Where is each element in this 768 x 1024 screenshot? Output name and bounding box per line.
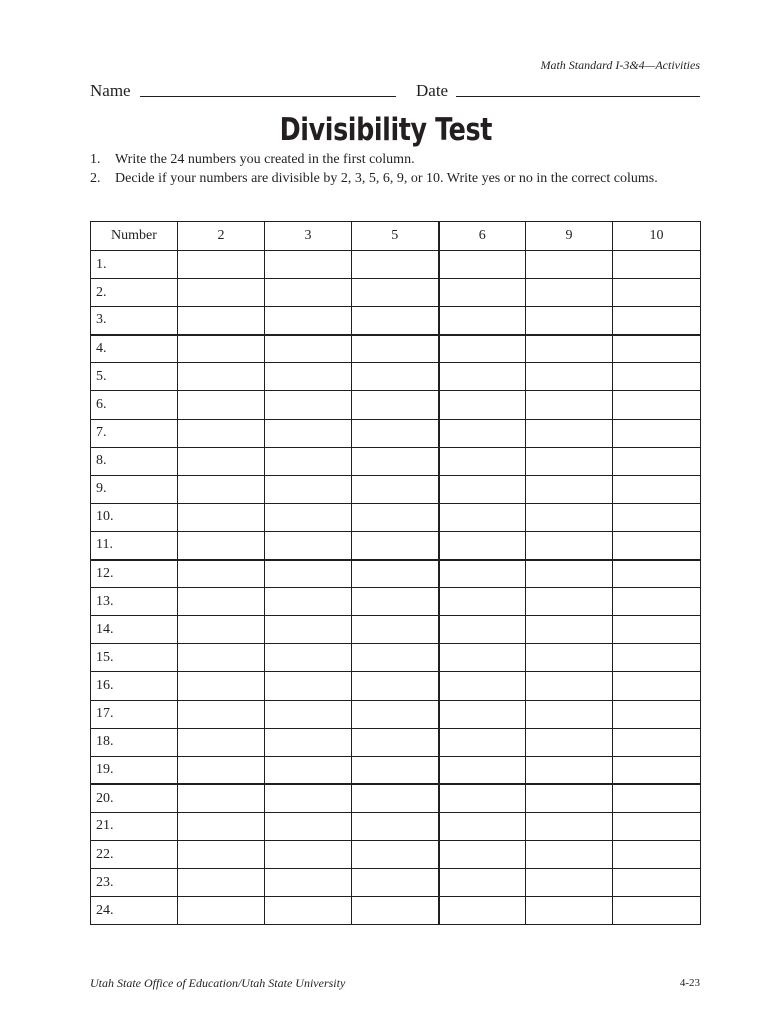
answer-cell-10[interactable]	[613, 644, 701, 672]
row-number-cell: 24.	[91, 897, 178, 925]
answer-cell-3[interactable]	[265, 700, 352, 728]
answer-cell-10[interactable]	[613, 672, 701, 700]
answer-cell-5[interactable]	[352, 616, 439, 644]
table-row	[91, 560, 701, 588]
table-row	[91, 869, 701, 897]
table-row	[91, 812, 701, 840]
answer-cell-3[interactable]	[265, 475, 352, 503]
answer-cell-6[interactable]	[439, 588, 526, 616]
column-header-3: 3	[265, 222, 352, 251]
answer-cell-3[interactable]	[265, 447, 352, 475]
answer-cell-6[interactable]	[439, 419, 526, 447]
answer-cell-3[interactable]	[265, 616, 352, 644]
row-number-cell: 12.	[91, 560, 178, 588]
row-number-cell: 11.	[91, 531, 178, 559]
table-row	[91, 419, 701, 447]
answer-cell-5[interactable]	[352, 335, 439, 363]
answer-cell-2[interactable]	[178, 447, 265, 475]
answer-cell-10[interactable]	[613, 391, 701, 419]
answer-cell-9[interactable]	[526, 897, 613, 925]
answer-cell-5[interactable]	[352, 869, 439, 897]
row-number-cell: 23.	[91, 869, 178, 897]
row-number-cell: 18.	[91, 728, 178, 756]
page-title: Divisibility Test	[279, 112, 492, 148]
answer-cell-10[interactable]	[613, 447, 701, 475]
answer-cell-5[interactable]	[352, 812, 439, 840]
answer-cell-2[interactable]	[178, 840, 265, 868]
answer-cell-2[interactable]	[178, 812, 265, 840]
answer-cell-5[interactable]	[352, 840, 439, 868]
answer-cell-2[interactable]	[178, 307, 265, 335]
name-label: Name	[90, 81, 131, 100]
answer-cell-2[interactable]	[178, 391, 265, 419]
answer-cell-9[interactable]	[526, 869, 613, 897]
table-row	[91, 503, 701, 531]
answer-cell-9[interactable]	[526, 756, 613, 784]
answer-cell-3[interactable]	[265, 251, 352, 279]
table-header-row	[91, 222, 701, 251]
answer-cell-10[interactable]	[613, 756, 701, 784]
answer-cell-9[interactable]	[526, 363, 613, 391]
table-row	[91, 897, 701, 925]
row-number-cell: 21.	[91, 812, 178, 840]
row-number-cell: 14.	[91, 616, 178, 644]
date-label: Date	[416, 81, 449, 100]
answer-cell-3[interactable]	[265, 279, 352, 307]
answer-cell-9[interactable]	[526, 307, 613, 335]
table-row	[91, 700, 701, 728]
answer-cell-5[interactable]	[352, 363, 439, 391]
answer-cell-9[interactable]	[526, 419, 613, 447]
row-number-cell: 1.	[91, 251, 178, 279]
answer-cell-10[interactable]	[613, 503, 701, 531]
answer-cell-9[interactable]	[526, 644, 613, 672]
answer-cell-2[interactable]	[178, 363, 265, 391]
answer-cell-2[interactable]	[178, 869, 265, 897]
answer-cell-3[interactable]	[265, 363, 352, 391]
answer-cell-5[interactable]	[352, 251, 439, 279]
answer-cell-6[interactable]	[439, 784, 526, 812]
answer-cell-5[interactable]	[352, 560, 439, 588]
row-number-cell: 2.	[91, 279, 178, 307]
table-row	[91, 335, 701, 363]
row-number-cell: 5.	[91, 363, 178, 391]
answer-cell-10[interactable]	[613, 840, 701, 868]
answer-cell-2[interactable]	[178, 503, 265, 531]
answer-cell-3[interactable]	[265, 307, 352, 335]
instructions	[90, 151, 700, 188]
row-number-cell: 7.	[91, 419, 178, 447]
table-row	[91, 447, 701, 475]
table-row	[91, 840, 701, 868]
answer-cell-3[interactable]	[265, 812, 352, 840]
column-header-number: Number	[91, 222, 178, 251]
answer-cell-2[interactable]	[178, 756, 265, 784]
answer-cell-9[interactable]	[526, 616, 613, 644]
row-number-cell: 16.	[91, 672, 178, 700]
row-number-cell: 10.	[91, 503, 178, 531]
answer-cell-3[interactable]	[265, 756, 352, 784]
instruction-number: 1.	[90, 152, 101, 167]
table-row	[91, 363, 701, 391]
answer-cell-3[interactable]	[265, 897, 352, 925]
answer-cell-10[interactable]	[613, 335, 701, 363]
table-row	[91, 672, 701, 700]
answer-cell-10[interactable]	[613, 728, 701, 756]
answer-cell-6[interactable]	[439, 700, 526, 728]
row-number-cell: 13.	[91, 588, 178, 616]
answer-cell-3[interactable]	[265, 335, 352, 363]
answer-cell-3[interactable]	[265, 391, 352, 419]
answer-cell-5[interactable]	[352, 447, 439, 475]
answer-cell-9[interactable]	[526, 335, 613, 363]
answer-cell-2[interactable]	[178, 251, 265, 279]
answer-cell-10[interactable]	[613, 475, 701, 503]
date-field[interactable]	[456, 96, 700, 97]
instruction-text: Write the 24 numbers you created in the first column.	[115, 152, 415, 167]
answer-cell-5[interactable]	[352, 897, 439, 925]
answer-cell-9[interactable]	[526, 784, 613, 812]
answer-cell-9[interactable]	[526, 588, 613, 616]
table-row	[91, 251, 701, 279]
answer-cell-10[interactable]	[613, 251, 701, 279]
answer-cell-3[interactable]	[265, 840, 352, 868]
answer-cell-6[interactable]	[439, 503, 526, 531]
column-header-5: 5	[352, 222, 439, 251]
answer-cell-2[interactable]	[178, 560, 265, 588]
answer-cell-10[interactable]	[613, 897, 701, 925]
answer-cell-9[interactable]	[526, 391, 613, 419]
answer-cell-6[interactable]	[439, 897, 526, 925]
answer-cell-5[interactable]	[352, 503, 439, 531]
answer-cell-10[interactable]	[613, 869, 701, 897]
answer-cell-3[interactable]	[265, 588, 352, 616]
answer-cell-6[interactable]	[439, 307, 526, 335]
answer-cell-2[interactable]	[178, 419, 265, 447]
answer-cell-5[interactable]	[352, 728, 439, 756]
row-number-cell: 9.	[91, 475, 178, 503]
answer-cell-2[interactable]	[178, 531, 265, 559]
answer-cell-5[interactable]	[352, 588, 439, 616]
answer-cell-10[interactable]	[613, 531, 701, 559]
instruction-item	[90, 151, 700, 170]
answer-cell-9[interactable]	[526, 475, 613, 503]
table-row	[91, 728, 701, 756]
column-header-6: 6	[439, 222, 526, 251]
answer-cell-5[interactable]	[352, 279, 439, 307]
answer-cell-10[interactable]	[613, 700, 701, 728]
column-header-2: 2	[178, 222, 265, 251]
answer-cell-5[interactable]	[352, 672, 439, 700]
answer-cell-9[interactable]	[526, 279, 613, 307]
answer-cell-6[interactable]	[439, 869, 526, 897]
answer-cell-9[interactable]	[526, 560, 613, 588]
answer-cell-2[interactable]	[178, 335, 265, 363]
answer-cell-5[interactable]	[352, 307, 439, 335]
answer-cell-10[interactable]	[613, 812, 701, 840]
row-number-cell: 17.	[91, 700, 178, 728]
answer-cell-2[interactable]	[178, 475, 265, 503]
name-date-row	[90, 81, 700, 101]
table-row	[91, 616, 701, 644]
answer-cell-5[interactable]	[352, 391, 439, 419]
answer-cell-3[interactable]	[265, 560, 352, 588]
answer-cell-2[interactable]	[178, 279, 265, 307]
answer-cell-3[interactable]	[265, 784, 352, 812]
table-row	[91, 644, 701, 672]
answer-cell-2[interactable]	[178, 644, 265, 672]
answer-cell-6[interactable]	[439, 251, 526, 279]
table-row	[91, 391, 701, 419]
answer-cell-5[interactable]	[352, 644, 439, 672]
answer-cell-3[interactable]	[265, 644, 352, 672]
row-number-cell: 20.	[91, 784, 178, 812]
answer-cell-2[interactable]	[178, 700, 265, 728]
answer-cell-3[interactable]	[265, 531, 352, 559]
row-number-cell: 4.	[91, 335, 178, 363]
answer-cell-10[interactable]	[613, 588, 701, 616]
answer-cell-3[interactable]	[265, 503, 352, 531]
answer-cell-10[interactable]	[613, 616, 701, 644]
answer-cell-9[interactable]	[526, 728, 613, 756]
answer-cell-6[interactable]	[439, 756, 526, 784]
instruction-number: 2.	[90, 170, 101, 186]
answer-cell-2[interactable]	[178, 672, 265, 700]
answer-cell-9[interactable]	[526, 503, 613, 531]
table-body	[91, 251, 701, 925]
answer-cell-6[interactable]	[439, 447, 526, 475]
instruction-item	[90, 170, 700, 189]
row-number-cell: 6.	[91, 391, 178, 419]
name-field[interactable]	[140, 96, 396, 97]
page-number: 4-23	[679, 977, 700, 989]
answer-cell-6[interactable]	[439, 672, 526, 700]
answer-cell-2[interactable]	[178, 897, 265, 925]
footer-source: Utah State Office of Education/Utah State University	[90, 976, 346, 990]
answer-cell-5[interactable]	[352, 475, 439, 503]
row-number-cell: 15.	[91, 644, 178, 672]
answer-cell-2[interactable]	[178, 728, 265, 756]
answer-cell-10[interactable]	[613, 419, 701, 447]
answer-cell-6[interactable]	[439, 616, 526, 644]
answer-cell-2[interactable]	[178, 616, 265, 644]
answer-cell-9[interactable]	[526, 447, 613, 475]
table-row	[91, 588, 701, 616]
column-header-10: 10	[613, 222, 701, 251]
answer-cell-10[interactable]	[613, 363, 701, 391]
table-row	[91, 531, 701, 559]
answer-cell-10[interactable]	[613, 307, 701, 335]
answer-cell-5[interactable]	[352, 756, 439, 784]
answer-cell-6[interactable]	[439, 279, 526, 307]
row-number-cell: 19.	[91, 756, 178, 784]
table-row	[91, 784, 701, 812]
standard-header: Math Standard I-3&4—Activities	[540, 58, 700, 72]
row-number-cell: 22.	[91, 840, 178, 868]
answer-cell-5[interactable]	[352, 700, 439, 728]
instruction-text: Decide if your numbers are divisible by 2, 3, 5, 6, 9, or 10. Write yes or no in the correct colums.	[115, 170, 658, 186]
answer-cell-6[interactable]	[439, 475, 526, 503]
answer-cell-9[interactable]	[526, 672, 613, 700]
row-number-cell: 8.	[91, 447, 178, 475]
answer-cell-9[interactable]	[526, 840, 613, 868]
table-row	[91, 475, 701, 503]
answer-cell-3[interactable]	[265, 728, 352, 756]
answer-cell-10[interactable]	[613, 560, 701, 588]
table-row	[91, 279, 701, 307]
answer-cell-6[interactable]	[439, 644, 526, 672]
table-row	[91, 756, 701, 784]
answer-cell-9[interactable]	[526, 812, 613, 840]
answer-cell-6[interactable]	[439, 531, 526, 559]
column-header-9: 9	[526, 222, 613, 251]
answer-cell-9[interactable]	[526, 531, 613, 559]
answer-cell-10[interactable]	[613, 784, 701, 812]
answer-cell-5[interactable]	[352, 419, 439, 447]
answer-cell-9[interactable]	[526, 251, 613, 279]
answer-cell-6[interactable]	[439, 728, 526, 756]
answer-cell-6[interactable]	[439, 391, 526, 419]
answer-cell-6[interactable]	[439, 840, 526, 868]
answer-cell-2[interactable]	[178, 784, 265, 812]
row-number-cell: 3.	[91, 307, 178, 335]
answer-cell-6[interactable]	[439, 363, 526, 391]
answer-cell-3[interactable]	[265, 869, 352, 897]
answer-cell-6[interactable]	[439, 812, 526, 840]
answer-cell-3[interactable]	[265, 672, 352, 700]
answer-cell-5[interactable]	[352, 531, 439, 559]
answer-cell-9[interactable]	[526, 700, 613, 728]
table-row	[91, 307, 701, 335]
answer-cell-5[interactable]	[352, 784, 439, 812]
divisibility-table	[90, 221, 701, 925]
answer-cell-2[interactable]	[178, 588, 265, 616]
answer-cell-6[interactable]	[439, 560, 526, 588]
answer-cell-10[interactable]	[613, 279, 701, 307]
answer-cell-3[interactable]	[265, 419, 352, 447]
answer-cell-6[interactable]	[439, 335, 526, 363]
